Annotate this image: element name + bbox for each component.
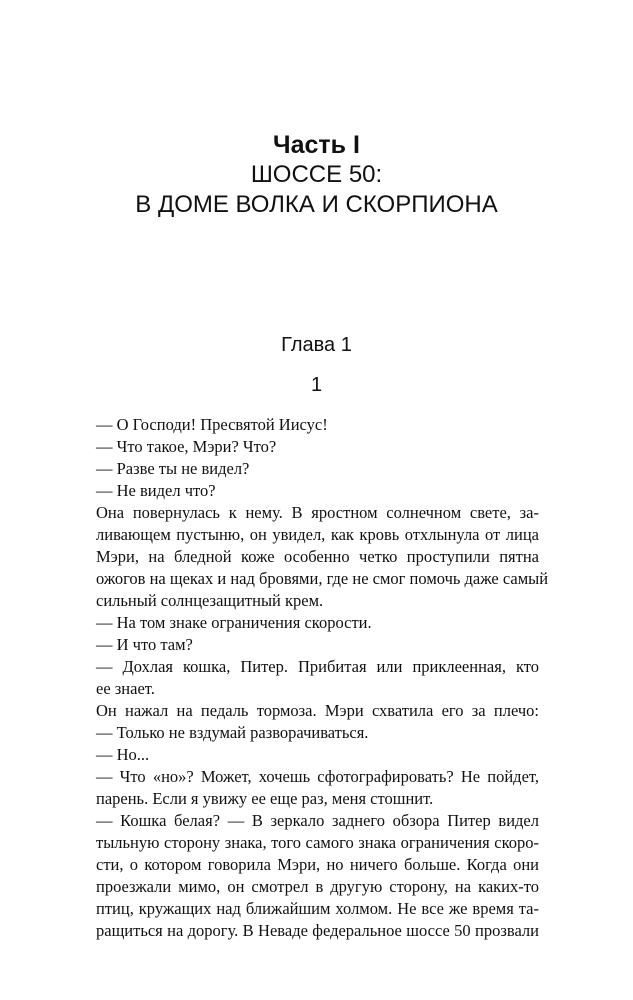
text-line: — Кошка белая? — В зеркало заднего обзора Питер видел bbox=[96, 811, 539, 830]
body-text bbox=[96, 414, 549, 942]
text-line: парень. Если я увижу ее еще раз, меня стошнит. bbox=[96, 789, 434, 808]
text-line: Она повернулась к нему. В яростном солнечном свете, за- bbox=[96, 503, 539, 522]
text-line: — Не видел что? bbox=[96, 481, 216, 500]
text-line: — Разве ты не видел? bbox=[96, 459, 250, 478]
text-line: ожогов на щеках и над бровями, где не смог помочь даже самый bbox=[96, 569, 549, 588]
section-number: 1 bbox=[310, 374, 323, 396]
text-line: ливающем пустыню, он увидел, как кровь отхлынула от лица bbox=[96, 525, 539, 544]
text-line: Он нажал на педаль тормоза. Мэри схватила его за плечо: bbox=[96, 701, 539, 720]
text-line: — Но... bbox=[96, 745, 150, 764]
part-heading bbox=[0, 130, 633, 220]
part-label: Часть I bbox=[273, 131, 360, 159]
text-line: птиц, кружащих над ближайшим холмом. Не все же время та- bbox=[96, 899, 539, 918]
text-line: — О Господи! Пресвятой Иисус! bbox=[96, 415, 328, 434]
text-line: тыльную сторону знака, того самого знака ограничения скоро- bbox=[96, 833, 539, 852]
text-line: проезжали мимо, он смотрел в другую сторону, на каких-то bbox=[96, 877, 539, 896]
text-line: — Что «но»? Может, хочешь сфотографировать? Не пойдет, bbox=[96, 767, 539, 786]
text-line: ращиться на дорогу. В Неваде федеральное шоссе 50 прозвали bbox=[96, 921, 539, 940]
text-line: — И что там? bbox=[96, 635, 193, 654]
chapter-title: Глава 1 bbox=[281, 334, 352, 356]
text-line: сти, о котором говорила Мэри, но ничего больше. Когда они bbox=[96, 855, 539, 874]
part-title-line-1: ШОССЕ 50: bbox=[250, 161, 383, 188]
text-line: сильный солнцезащитный крем. bbox=[96, 591, 324, 610]
text-line: — Только не вздумай разворачиваться. bbox=[96, 723, 369, 742]
text-line: — Дохлая кошка, Питер. Прибитая или приклеенная, кто bbox=[96, 657, 539, 676]
text-line: — Что такое, Мэри? Что? bbox=[96, 437, 277, 456]
text-line: ее знает. bbox=[96, 679, 155, 698]
text-line: — На том знаке ограничения скорости. bbox=[96, 613, 372, 632]
text-line: Мэри, на бледной коже особенно четко проступили пятна bbox=[96, 547, 539, 566]
part-title-line-2: В ДОМЕ ВОЛКА И СКОРПИОНА bbox=[135, 191, 498, 218]
